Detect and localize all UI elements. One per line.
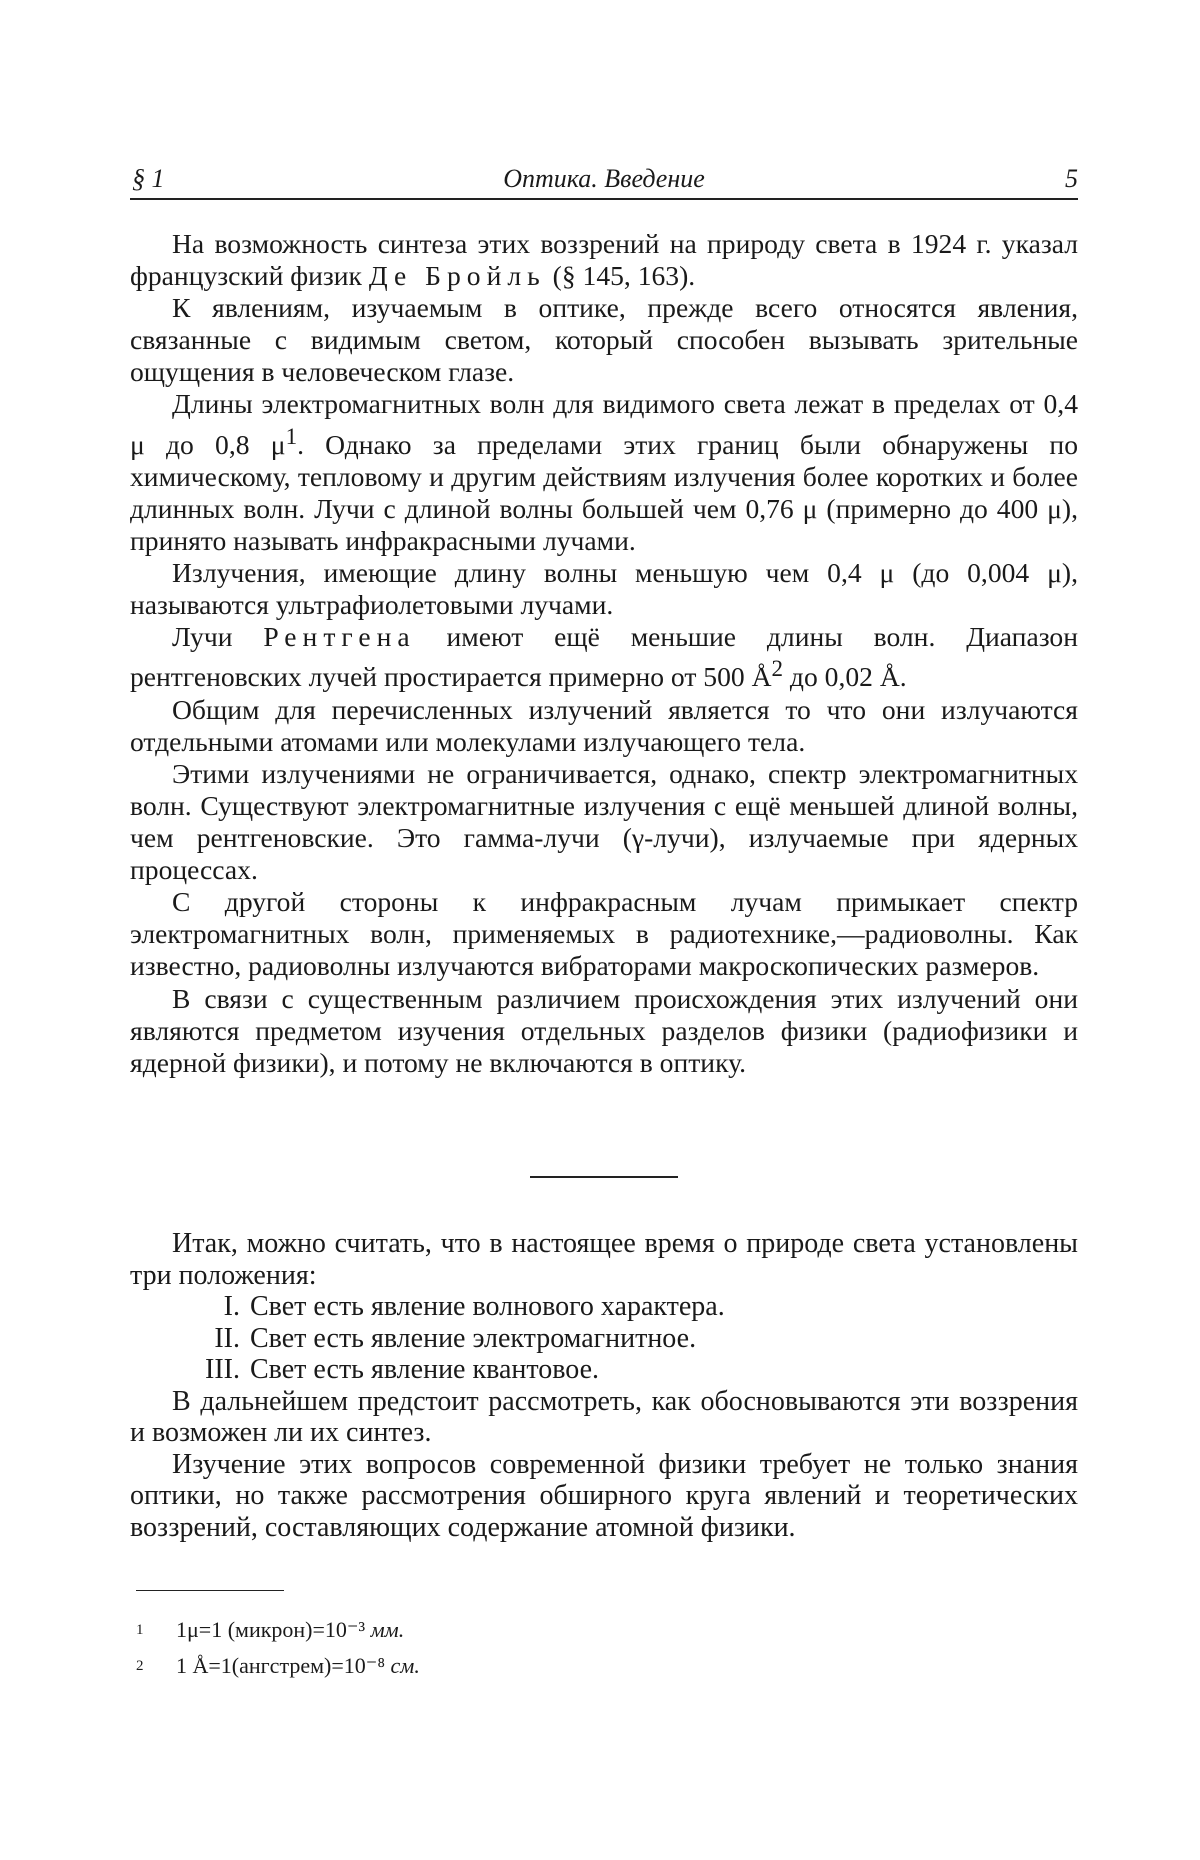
list-item bbox=[130, 1323, 1078, 1355]
section-divider bbox=[530, 1176, 678, 1178]
footnote-mark: 1 bbox=[136, 1622, 144, 1638]
list-text: Свет есть явление волнового характера. bbox=[250, 1291, 725, 1322]
paragraph-text: На возможность синтеза этих воззрений на природу света в 1924 г. указал французский физик bbox=[130, 228, 1078, 292]
paragraph: В дальнейшем предстоит рассмотреть, как обосновываются эти воззрения и возможен ли их синтез. bbox=[130, 1385, 1078, 1448]
paragraph-text: до 0,02 Å. bbox=[783, 661, 907, 693]
paragraph: Излучения, имеющие длину волны меньшую чем 0,4 μ (до 0,004 μ), называются ультрафиолетовыми лучами. bbox=[130, 557, 1078, 621]
footnote bbox=[136, 1612, 1036, 1648]
paragraph: Итак, можно считать, что в настоящее время о природе света установлены три положения: bbox=[130, 1228, 1078, 1291]
footnote-rule bbox=[136, 1590, 284, 1591]
paragraph-text: имеют ещё меньшие длины волн. Диапазон рентгеновских лучей простирается примерно от 500 Å bbox=[130, 621, 1078, 693]
footnote-ref[interactable]: 2 bbox=[771, 656, 784, 682]
paragraph-text: (§ 145, 163). bbox=[545, 260, 696, 292]
paragraph: Общим для перечисленных излучений является то что они излучаются отдельными атомами или молекулами излучающего тела. bbox=[130, 693, 1078, 757]
footnote-unit: см. bbox=[390, 1653, 420, 1678]
list-item bbox=[130, 1291, 1078, 1323]
list-number: II. bbox=[214, 1322, 240, 1354]
paragraph: К явлениям, изучаемым в оптике, прежде всего относятся явления, связанные с видимым светом, который способен вызывать зрительные ощущения в человеческом глазе. bbox=[130, 292, 1078, 388]
footnote-text: 1 Å=1(ангстрем)=10⁻⁸ bbox=[176, 1653, 391, 1678]
paragraph: Изучение этих вопросов современной физики требует не только знания оптики, но также рассмотрения обширного круга явлений и теоретических воззрений, составляющих содержание атомной физики. bbox=[130, 1448, 1078, 1543]
footnote-mark: 2 bbox=[136, 1658, 144, 1674]
footnote bbox=[136, 1648, 1036, 1684]
paragraph: С другой стороны к инфракрасным лучам примыкает спектр электромагнитных волн, применяемых в радиотехнике,—радиоволны. Как известно, радиоволны излучаются вибраторами макроскопических размеров. bbox=[130, 886, 1078, 982]
page-number: 5 bbox=[1065, 164, 1078, 193]
list-number: III. bbox=[205, 1354, 240, 1385]
paragraph-text: . Однако за пределами этих границ были обнаружены по химическому, тепловому и другим действиям излучения более коротких и более длинных волн. Лучи с длиной волны большей чем 0,76 μ (примерно до 400 μ), принято называть инфракрасными лучами. bbox=[130, 428, 1078, 557]
paragraph: Этими излучениями не ограничивается, однако, спектр электромагнитных волн. Существуют электромагнитные излучения с ещё меньшей длиной волны, чем рентгеновские. Это гамма-лучи (γ-лучи), излучаемые при ядерных процессах. bbox=[130, 757, 1078, 886]
body-text bbox=[130, 228, 1078, 1079]
paragraph-text: Лучи bbox=[172, 621, 264, 653]
paragraph-text: Длины электромагнитных волн для видимого света лежат в пределах от 0,4 μ до 0,8 μ bbox=[130, 388, 1078, 460]
section-number: § 1 bbox=[132, 164, 165, 193]
list-text: Свет есть явление квантовое. bbox=[250, 1354, 600, 1385]
paragraph bbox=[130, 228, 1078, 292]
list-number: I. bbox=[223, 1291, 240, 1322]
paragraph bbox=[130, 388, 1078, 557]
summary-text bbox=[130, 1228, 1078, 1543]
paragraph: В связи с существенным различием происхождения этих излучений они являются предметом изучения отдельных разделов физики (радиофизики и ядерной физики), и потому не включаются в оптику. bbox=[130, 982, 1078, 1078]
running-header bbox=[130, 162, 1078, 200]
footnote-ref[interactable]: 1 bbox=[285, 423, 298, 449]
paragraph bbox=[130, 621, 1078, 693]
spaced-name: Де Бройль bbox=[368, 260, 546, 292]
list-item bbox=[130, 1354, 1078, 1386]
running-title: Оптика. Введение bbox=[503, 164, 705, 193]
footnote-text: 1μ=1 (микрон)=10⁻³ bbox=[176, 1617, 371, 1642]
footnotes bbox=[136, 1612, 1036, 1684]
list-text: Свет есть явление электромагнитное. bbox=[250, 1322, 697, 1354]
spaced-name: Рентгена bbox=[263, 621, 416, 653]
footnote-unit: мм. bbox=[370, 1617, 405, 1642]
